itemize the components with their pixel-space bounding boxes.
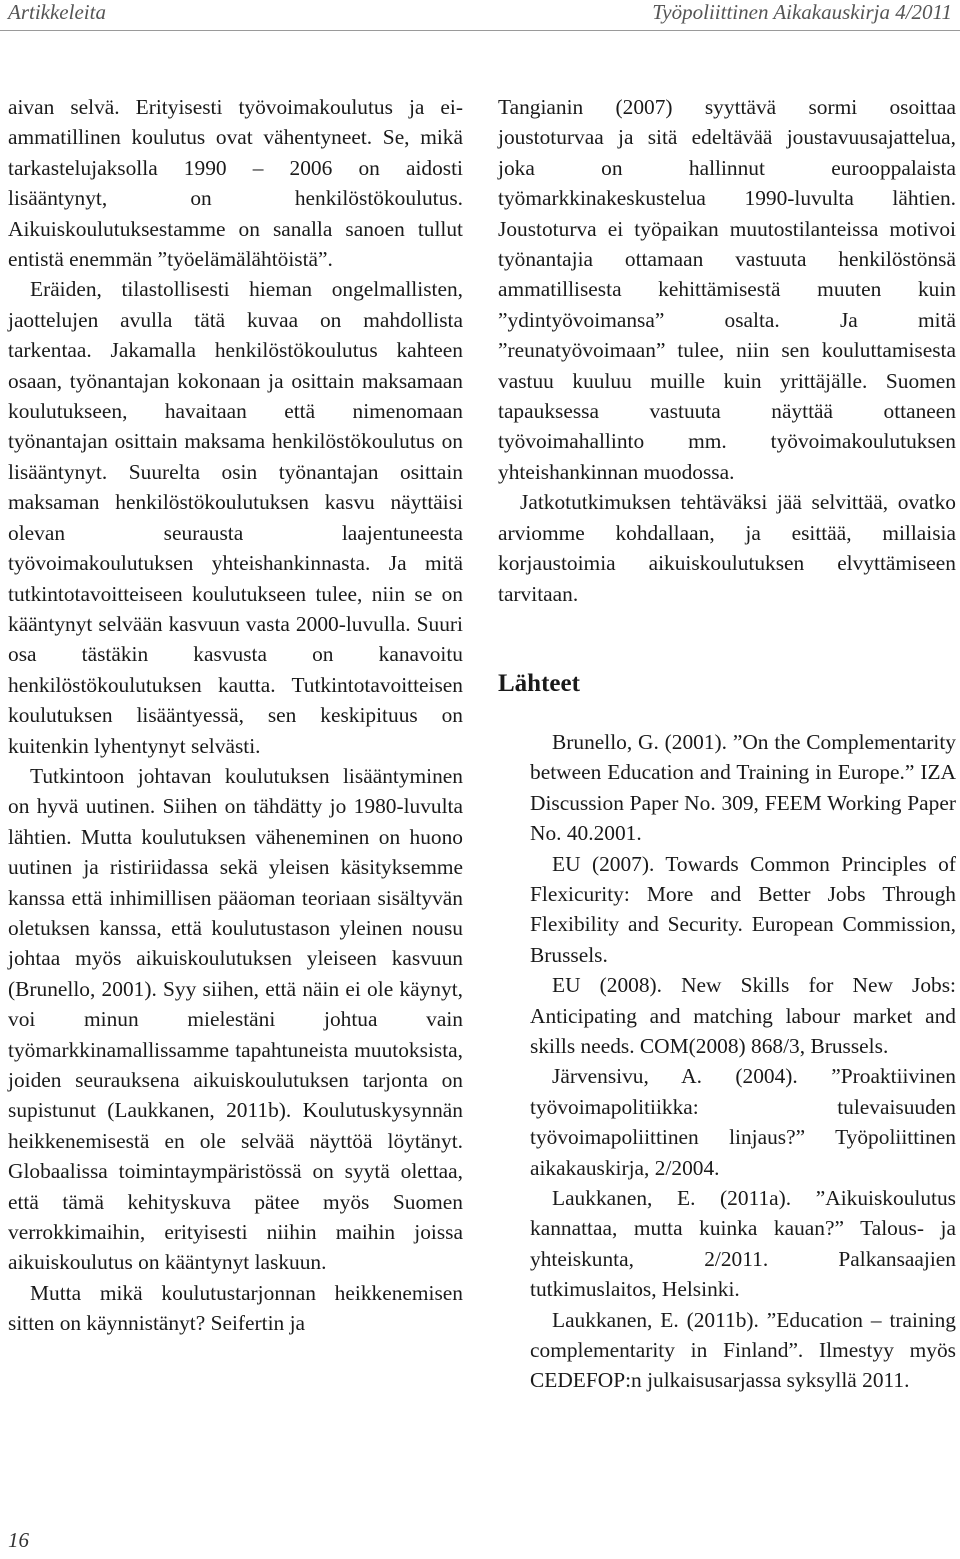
running-header [0, 0, 960, 34]
body-paragraph: Mutta mikä koulutustarjonnan heikkenemisen sitten on käynnistänyt? Seifertin ja [8, 1280, 463, 1336]
reference-item: Brunello, G. (2001). ”On the Complementarity between Education and Training in Europe.” IZA Discussion Paper No. 309, FEEM Working Paper No. 40.2001. [530, 729, 956, 846]
section-label: Artikkeleita [8, 0, 106, 24]
references-heading: Lähteet [498, 669, 580, 697]
reference-item: EU (2008). New Skills for New Jobs: Anticipating and matching labour market and skills needs. COM(2008) 868/3, Brussels. [530, 973, 956, 1058]
header-rule [0, 30, 960, 31]
journal-issue: Työpoliittinen Aikakauskirja 4/2011 [652, 0, 952, 24]
left-column [8, 92, 463, 1339]
body-paragraph: Eräiden, tilastollisesti hieman ongelmallisten, jaottelujen avulla tätä kuvaa on mahdollista tarkentaa. Jakamalla henkilöstökoulutus kahteen osaan, työnantajan kokonaan ja osittain maksamaan koulutukseen, havaitaan että nimenomaan työnantajan osittain maksama henkilöstökoulutus on lisääntynyt. Suurelta osin työnantajan osittain maksaman henkilöstökoulutuksen kasvu näyttäisi olevan seurausta laajentuneesta työvoimakoulutuksen yhteishankinnasta. Ja mitä tutkintotavoitteiseen koulutukseen tulee, niin se on kääntynyt selvään kasvuun vasta 2000-luvulla. Suuri osa tästäkin kasvusta on kanavoitu henkilöstökoulutuksen kautta. Tutkintotavoitteisen koulutuksen lisääntyessä, sen keskipituus on kuitenkin lyhentynyt selvästi. [8, 277, 463, 758]
body-paragraph: Jatkotutkimuksen tehtäväksi jää selvittää, ovatko arviomme kohdallaan, ja esittää, millaisia korjaustoimia aikuiskoulutuksen elvyttämiseen tarvitaan. [498, 490, 956, 606]
page-number: 16 [8, 1528, 29, 1552]
reference-item: Laukkanen, E. (2011b). ”Education – training complementarity in Finland”. Ilmestyy myös CEDEFOP:n julkaisusarjassa syksyllä 2011. [530, 1307, 956, 1393]
right-column [498, 92, 956, 1396]
body-paragraph: aivan selvä. Erityisesti työvoimakoulutus ja ei-ammatillinen koulutus ovat vähentyneet. Se, mikä tarkastelujaksolla 1990 – 2006 on aidosti lisääntynyt, on henkilöstökoulutus. Aikuiskoulutuksestamme on sanalla sanoen tullut entistä enemmän ”työelämälähtöistä”. [8, 95, 463, 272]
reference-list [498, 727, 956, 1396]
body-paragraph: Tutkintoon johtavan koulutuksen lisääntyminen on hyvä uutinen. Siihen on tähdätty jo 1980-luvulta lähtien. Mutta koulutuksen väheneminen on huono uutinen ja ristiriidassa sekä yleisen käsityksemme kanssa että inhimillisen pääoman teoriaan sisältyvän oletuksen kanssa, että koulutustason yleinen nousu johtaa myös aikuiskoulutuksen yleiseen kasvuun (Brunello, 2001). Syy siihen, että näin ei ole käynyt, voi minun mielestäni johtua vain työmarkkinamallissamme tapahtuneista muutoksista, joiden seurauksena aikuiskoulutuksen tarjonta on supistunut (Laukkanen, 2011b). Koulutuskysynnän heikkenemisestä en ole selvää näyttöä löytänyt. Globaalissa toimintaympäristössä on syytä olettaa, että tämä kehityskuva pätee myös Suomen verrokkimaihin, erityisesti niihin maihin joissa aikuiskoulutus on kääntynyt laskuun. [8, 763, 463, 1275]
body-paragraph: Tangianin (2007) syyttävä sormi osoittaa joustoturvaa ja sitä edeltävää joustavuusajattelua, joka on hallinnut eurooppalaista työmarkkinakeskustelua 1990-luvulta lähtien. Joustoturva ei työpaikan muutostilanteissa motivoi työnantajia ottamaan vastuuta henkilöstönsä ammatillisesta kehittämisestä muuten kuin ”ydintyövoimansa” osalta. Ja mitä ”reunatyövoimaan” tulee, niin sen kouluttamisesta vastuu kuuluu muille kuin yrittäjälle. Suomen tapauksessa vastuuta näyttää ottaneen työvoimahallinto mm. työvoimakoulutuksen yhteishankinnan muodossa. [498, 95, 956, 484]
reference-item: Laukkanen, E. (2011a). ”Aikuiskoulutus kannattaa, mutta kuinka kauan?” Talous- ja yhteiskunta, 2/2011. Palkansaajien tutkimuslaitos, Helsinki. [530, 1186, 956, 1302]
reference-item: Järvensivu, A. (2004). ”Proaktiivinen työvoimapolitiikka: tulevaisuuden työvoimapoliittinen linjaus?” Työpoliittinen aikakauskirja, 2/2004. [530, 1064, 956, 1180]
reference-item: EU (2007). Towards Common Principles of Flexicurity: More and Better Jobs Through Flexibility and Security. European Commission, Brussels. [530, 851, 956, 967]
